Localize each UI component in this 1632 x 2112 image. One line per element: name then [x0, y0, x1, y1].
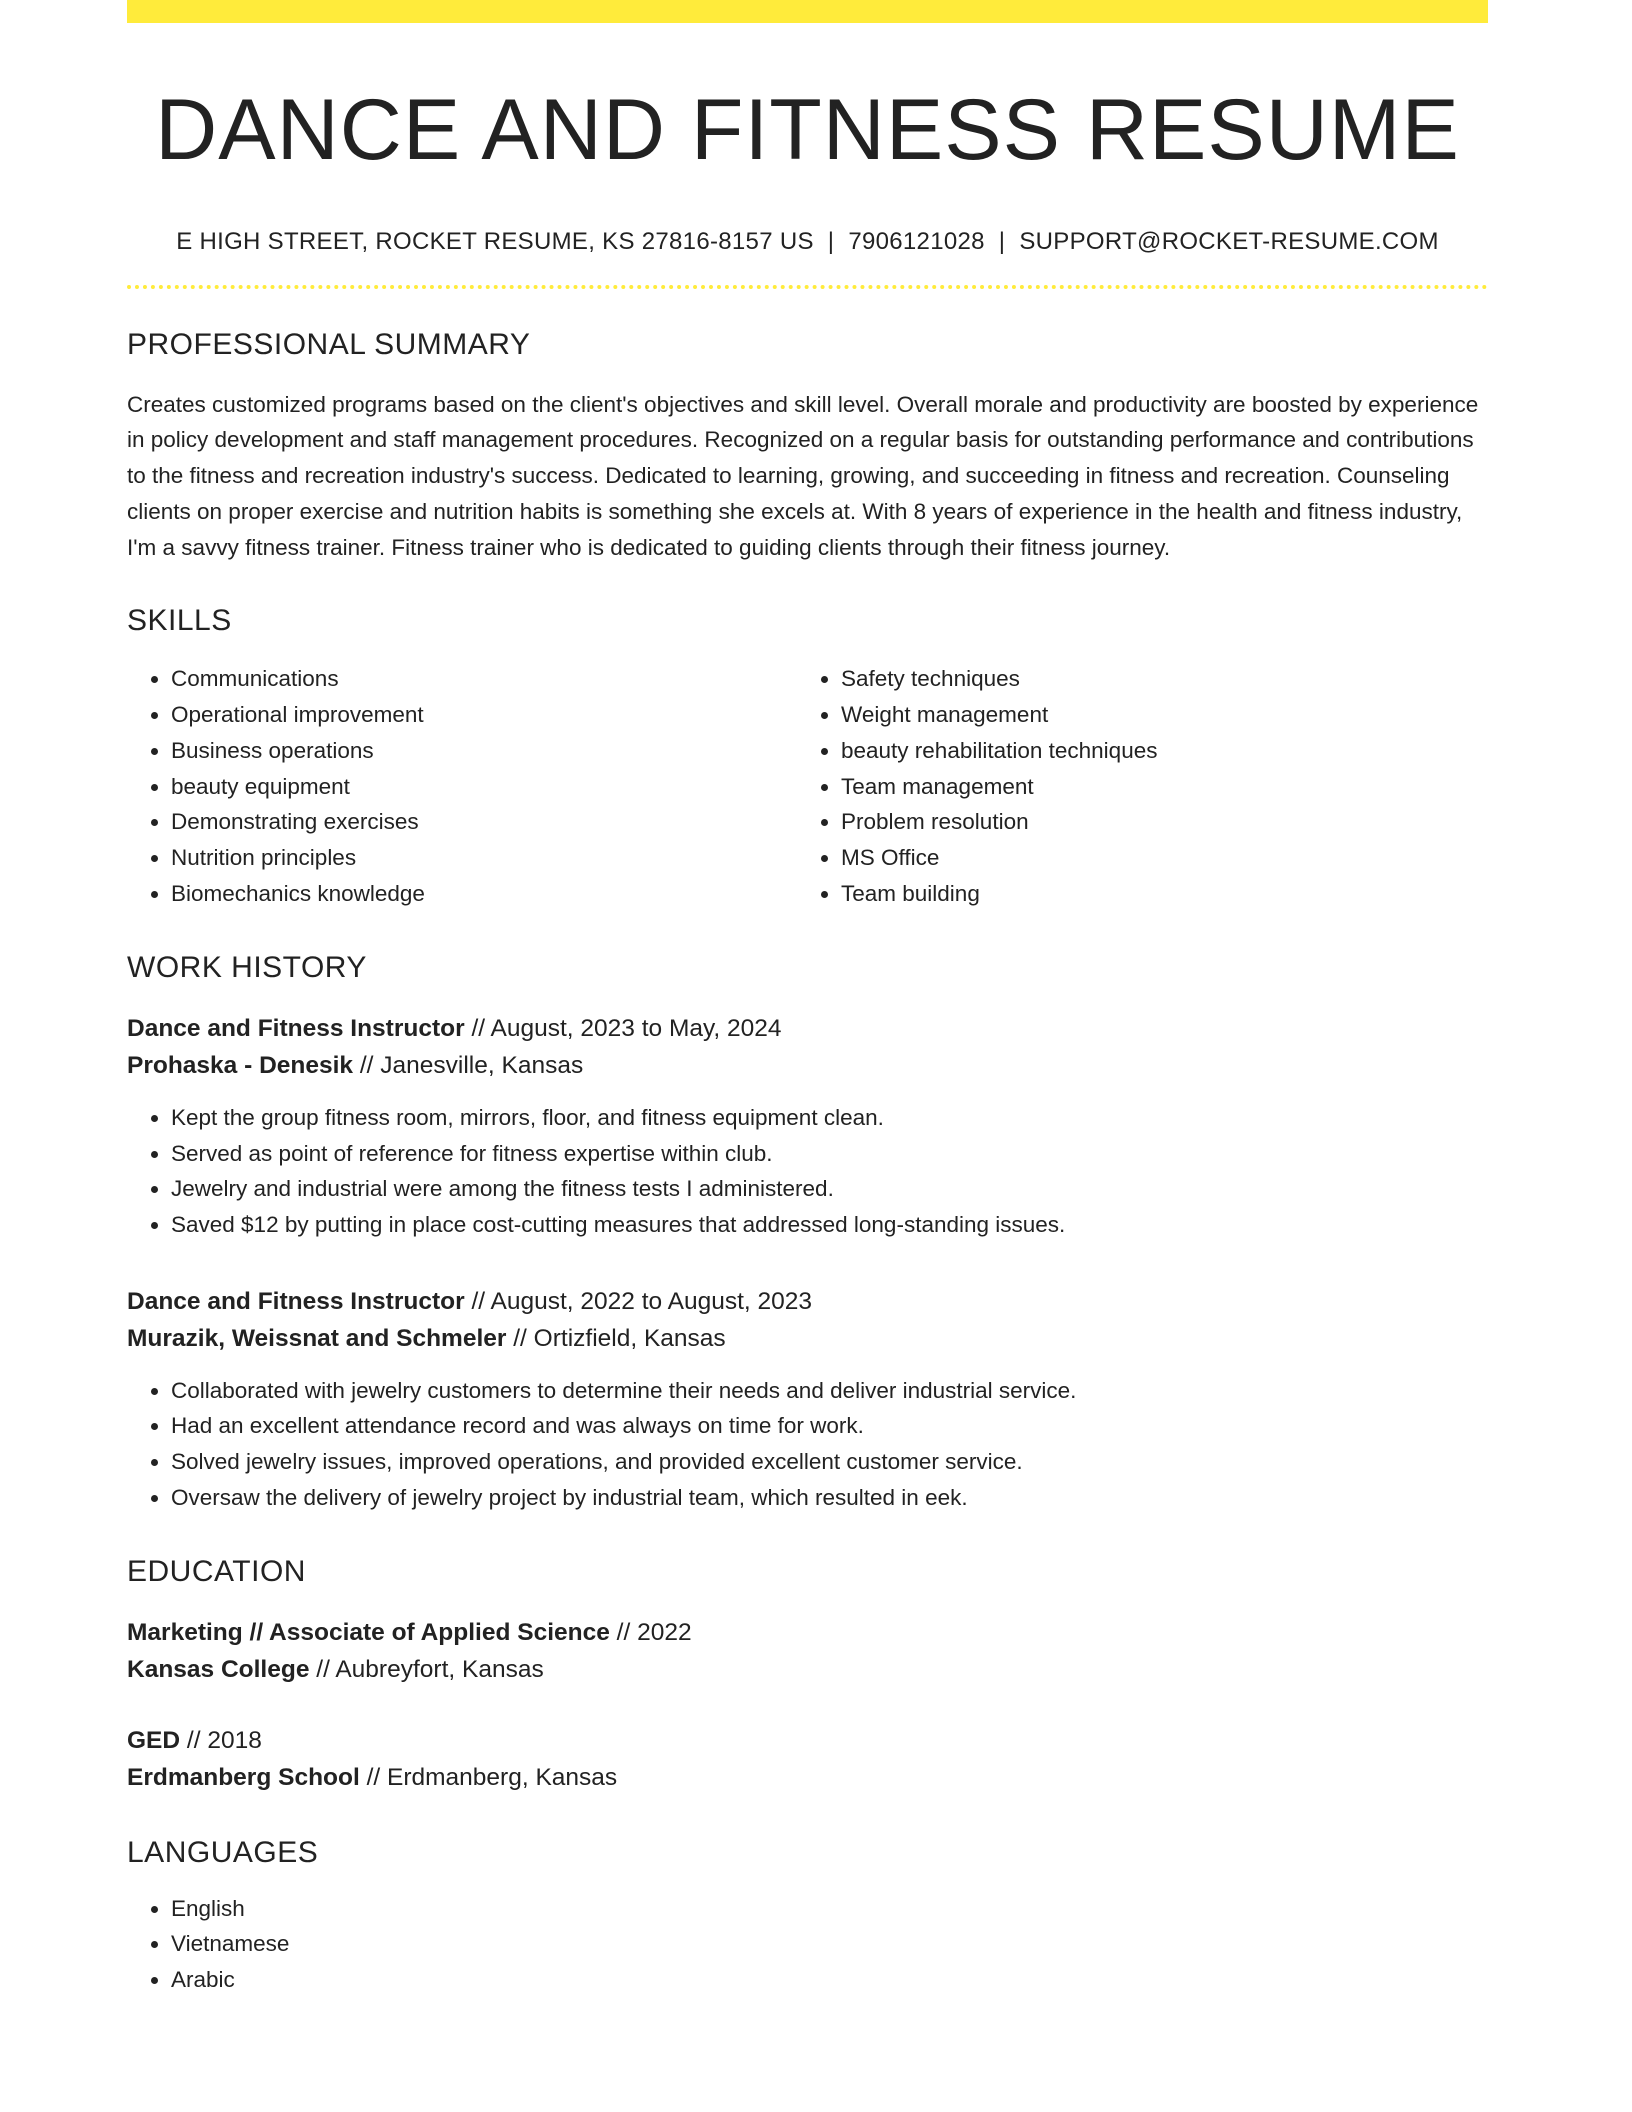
job-company: Murazik, Weissnat and Schmeler	[127, 1325, 507, 1353]
section-title-education: EDUCATION	[127, 1554, 306, 1588]
section-title-skills: SKILLS	[127, 604, 232, 638]
skill-item: • MS Office	[841, 840, 1467, 876]
job-bullets	[127, 1100, 1488, 1243]
education-degree-line	[127, 1614, 1488, 1652]
education-entry	[127, 1614, 1488, 1689]
contact-separator: |	[827, 227, 835, 255]
job-company-line	[127, 1047, 1488, 1085]
job-location: // Janesville, Kansas	[353, 1052, 584, 1080]
contact-separator: |	[998, 227, 1006, 255]
skills-list	[127, 661, 1488, 912]
job-title: Dance and Fitness Instructor	[127, 1287, 465, 1315]
skill-item: • Nutrition principles	[171, 840, 797, 876]
resume-page	[127, 0, 1488, 1998]
education-degree: GED	[127, 1726, 181, 1754]
skills-column-right	[797, 661, 1467, 912]
job-entry	[127, 1283, 1488, 1516]
education-location: // Aubreyfort, Kansas	[309, 1656, 544, 1683]
language-item: • Arabic	[171, 1962, 1488, 1998]
education-year: // 2022	[609, 1618, 692, 1646]
skill-item: • beauty equipment	[171, 769, 797, 805]
job-entry	[127, 1010, 1488, 1243]
job-bullet: • Collaborated with jewelry customers to determine their needs and deliver industrial service.	[171, 1373, 1488, 1409]
skill-item: • beauty rehabilitation techniques	[841, 733, 1467, 769]
skill-item: • Communications	[171, 661, 797, 697]
job-company-line	[127, 1320, 1488, 1358]
education-degree: Marketing // Associate of Applied Science	[127, 1618, 610, 1646]
job-company: Prohaska - Denesik	[127, 1052, 354, 1080]
education-school-line	[127, 1759, 1488, 1797]
top-accent-bar	[127, 0, 1488, 23]
job-bullet: • Solved jewelry issues, improved operations, and provided excellent customer service.	[171, 1444, 1488, 1480]
job-bullet: • Jewelry and industrial were among the fitness tests I administered.	[171, 1171, 1488, 1207]
job-bullet: • Served as point of reference for fitness expertise within club.	[171, 1136, 1488, 1172]
dotted-divider	[127, 285, 1488, 289]
education-location: // Erdmanberg, Kansas	[359, 1764, 618, 1791]
language-item: • Vietnamese	[171, 1926, 1488, 1962]
skill-item: • Weight management	[841, 697, 1467, 733]
job-location: // Ortizfield, Kansas	[506, 1325, 726, 1353]
skill-item: • Operational improvement	[171, 697, 797, 733]
job-bullet: • Had an excellent attendance record and was always on time for work.	[171, 1408, 1488, 1444]
skill-item: • Biomechanics knowledge	[171, 876, 797, 912]
summary-text: Creates customized programs based on the client's objectives and skill level. Overall morale and productivity are boosted by experience in policy development and staff management procedures. Recognized on a regular basis for outstanding performance and contributions to the fitness and recreation industry's success. Dedicated to learning, growing, and succeeding in fitness and recreation. Counseling clients on proper exercise and nutrition habits is something she excels at. With 8 years of experience in the health and fitness industry, I'm a savvy fitness trainer. Fitness trainer who is dedicated to guiding clients through their fitness journey.	[127, 391, 1479, 560]
education-school-line	[127, 1651, 1488, 1689]
job-dates: // August, 2023 to May, 2024	[464, 1014, 782, 1042]
education-year: // 2018	[180, 1726, 262, 1754]
job-bullet: • Saved $12 by putting in place cost-cutting measures that addressed long-standing issues.	[171, 1207, 1488, 1243]
education-school: Kansas College	[127, 1656, 310, 1683]
skill-item: • Team management	[841, 769, 1467, 805]
job-bullets	[127, 1373, 1488, 1516]
skill-item: • Problem resolution	[841, 804, 1467, 840]
section-title-summary: PROFESSIONAL SUMMARY	[127, 327, 531, 361]
job-bullet: • Oversaw the delivery of jewelry project by industrial team, which resulted in eek.	[171, 1480, 1488, 1516]
education-school: Erdmanberg School	[127, 1764, 360, 1791]
section-title-work: WORK HISTORY	[127, 950, 367, 984]
phone: 7906121028	[848, 227, 985, 255]
job-title-line	[127, 1283, 1488, 1321]
job-title: Dance and Fitness Instructor	[127, 1014, 465, 1042]
resume-title: DANCE AND FITNESS RESUME	[155, 82, 1460, 178]
skill-item: • Demonstrating exercises	[171, 804, 797, 840]
skills-column-left	[127, 661, 797, 912]
skill-item: • Business operations	[171, 733, 797, 769]
skill-item: • Team building	[841, 876, 1467, 912]
job-dates: // August, 2022 to August, 2023	[464, 1287, 812, 1315]
language-item: • English	[171, 1891, 1488, 1927]
job-bullet: • Kept the group fitness room, mirrors, floor, and fitness equipment clean.	[171, 1100, 1488, 1136]
languages-list	[127, 1891, 1488, 1998]
address: E HIGH STREET, ROCKET RESUME, KS 27816-8157 US	[176, 227, 814, 255]
email: SUPPORT@ROCKET-RESUME.COM	[1019, 227, 1439, 255]
education-degree-line	[127, 1722, 1488, 1760]
skill-item: • Safety techniques	[841, 661, 1467, 697]
section-title-languages: LANGUAGES	[127, 1835, 319, 1869]
job-title-line	[127, 1010, 1488, 1048]
contact-info	[127, 226, 1488, 257]
education-entry	[127, 1722, 1488, 1797]
